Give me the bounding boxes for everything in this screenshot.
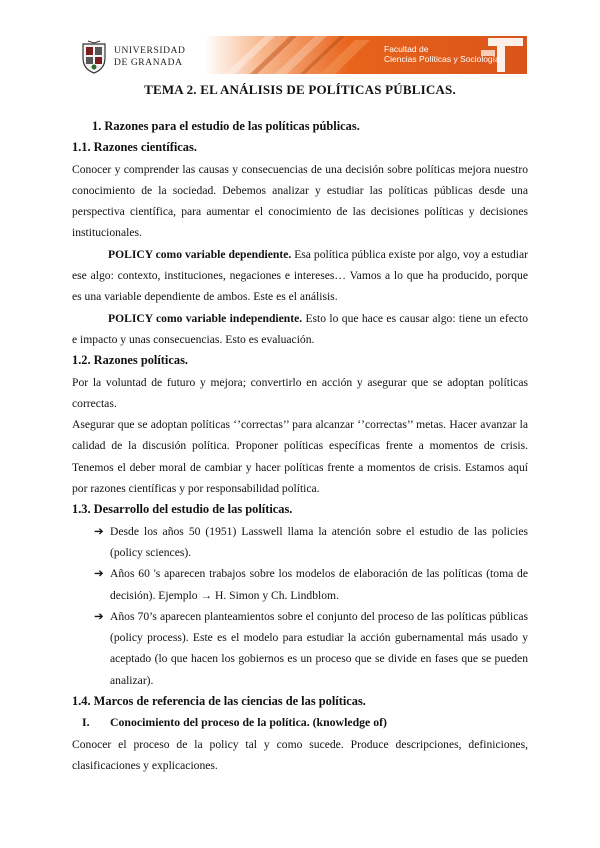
document-body	[72, 116, 528, 776]
section-heading: 1. Razones para el estudio de las políticas públicas.	[92, 119, 360, 133]
roman-numeral: I.	[82, 715, 90, 730]
paragraph: Conocer el proceso de la policy tal y como sucede. Produce descripciones, definiciones, clasificaciones y explicaciones.	[72, 737, 528, 772]
bold-term: POLICY como variable dependiente.	[108, 247, 292, 261]
list-item-text: Años 60 's aparecen trabajos sobre los modelos de elaboración de las políticas (toma de decisión). Ejemplo → H. Simon y Ch. Lindblom.	[110, 567, 528, 602]
subsection-heading: 1.3. Desarrollo del estudio de las políticas.	[72, 502, 293, 517]
numbered-heading	[72, 712, 528, 733]
paragraph-text: Esa política pública existe por algo, voy a estudiar ese algo: contexto, instituciones, negaciones e intereses… Vamos a lo que ha producido, porque es una variable dependiente de ambos. Este es el análisis.	[72, 247, 528, 304]
paragraph	[72, 244, 528, 308]
arrow-icon: ➔	[94, 609, 104, 623]
university-name-line1: UNIVERSIDAD	[114, 46, 186, 56]
subsection-heading: 1.4. Marcos de referencia de las ciencias de las políticas.	[72, 694, 366, 709]
paragraph: Por la voluntad de futuro y mejora; convertirlo en acción y asegurar que se adoptan políticas correctas.	[72, 375, 528, 410]
paragraph: Conocer y comprender las causas y consecuencias de una decisión sobre políticas mejora nuestro conocimiento de la sociedad. Debemos analizar y estudiar las políticas públicas desde una perspectiva científica, para aumentar el conocimiento de las decisiones políticas y decisiones institucionales.	[72, 162, 528, 240]
arrow-icon: ➔	[94, 524, 104, 538]
subsection-heading: 1.2. Razones políticas.	[72, 353, 188, 368]
university-name-line2: DE GRANADA	[114, 58, 183, 68]
list-item	[94, 521, 528, 564]
faculty-name-line1: Facultad de	[384, 44, 429, 54]
list-item	[94, 563, 528, 606]
university-logo	[80, 40, 220, 76]
list-item-text: Desde los años 50 (1951) Lasswell llama la atención sobre el estudio de las policies (policy sciences).	[110, 524, 528, 559]
list-item-text: Años 70’s aparecen planteamientos sobre el conjunto del proceso de las políticas públicas (policy process). Este es el modelo para estudiar la acción gubernamental más usado y aceptado (lo que hacen los gobiernos es un proceso que se divide en fases que se pueden analizar).	[110, 609, 528, 687]
faculty-name	[384, 44, 500, 64]
list-item	[94, 606, 528, 691]
faculty-name-line2: Ciencias Políticas y Sociología	[384, 54, 500, 64]
arrow-icon: ➔	[94, 567, 104, 581]
bold-term: POLICY como variable independiente.	[108, 311, 303, 325]
bullet-list	[72, 521, 528, 691]
paragraph: Asegurar que se adoptan políticas ‘’correctas’’ para alcanzar ‘’correctas’’ metas. Hacer avanzar la calidad de la discusión política. Proponer políticas específicas frente a momentos de crisis. Tenemos el deber moral de cambiar y hacer políticas frente a momentos de crisis. Estamos aquí por razones científicas y por responsabilidad política.	[72, 418, 528, 496]
paragraph-text: Esto lo que hace es causar algo: tiene un efecto e impacto y unas consecuencias. Esto es evaluación.	[72, 311, 528, 346]
crest-icon	[80, 40, 108, 74]
document-title: TEMA 2. EL ANÁLISIS DE POLÍTICAS PÚBLICAS.	[144, 82, 456, 97]
paragraph	[72, 308, 528, 351]
numbered-heading-text: Conocimiento del proceso de la política. (knowledge of)	[110, 715, 387, 730]
subsection-heading: 1.1. Razones científicas.	[72, 140, 197, 155]
page-header	[0, 0, 600, 86]
